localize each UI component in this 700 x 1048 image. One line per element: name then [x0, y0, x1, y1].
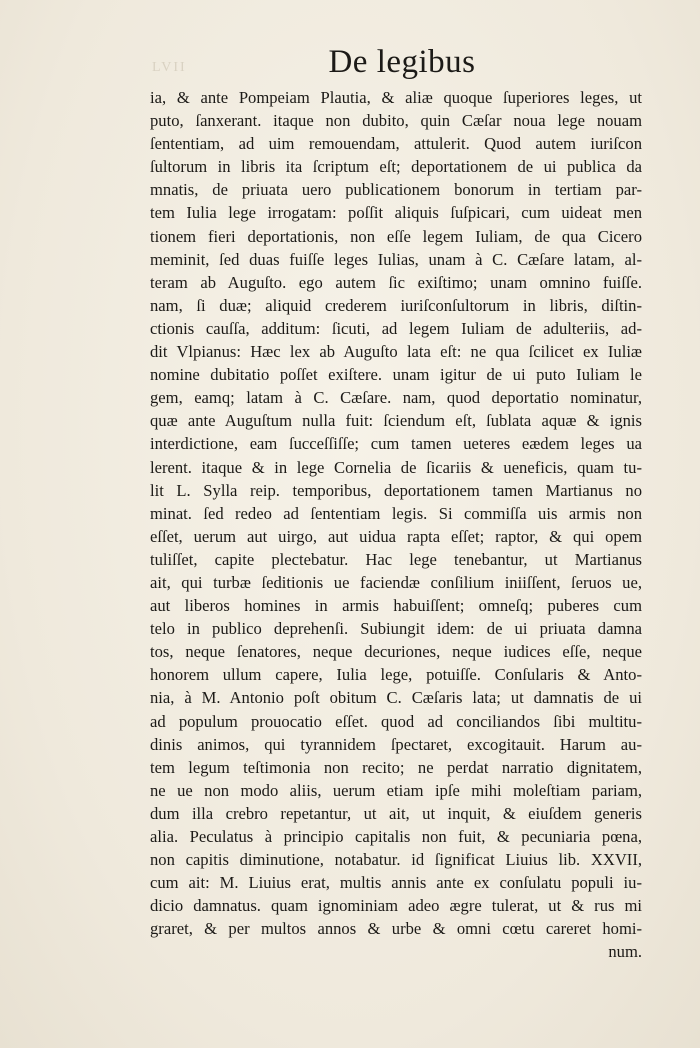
running-head-title: De legibus	[328, 44, 476, 80]
text-line: quæ ante Auguſtum nulla fuit: ſciendum eſt, ſublata aquæ & ignis	[150, 411, 642, 431]
text-line: interdictione, eam ſucceſſiſſe; cum tamen ueteres eædem leges ua	[150, 434, 642, 454]
text-line: aut liberos homines in armis habuiſſent; omneſq; puberes cum	[150, 596, 642, 616]
text-line: telo in publico deprehenſi. Subiungit idem: de ui priuata damna	[150, 619, 642, 639]
text-line: eſſet, uerum aut uirgo, aut uidua rapta eſſet; raptor, & qui opem	[150, 526, 642, 546]
text-line: alia. Peculatus à principio capitalis non fuit, & pecuniaria pœna,	[150, 827, 642, 846]
text-line: dinis animos, qui tyrannidem ſpectaret, excogitauit. Harum au-	[150, 734, 642, 754]
text-line: ſultorum in libris ita ſcriptum eſt; deportationem de ui publica da	[150, 157, 642, 177]
text-line: teram ab Auguſto. ego autem ſic exiſtimo; unam omnino fuiſſe.	[150, 272, 642, 292]
text-line: nomine dubitatio poſſet exiſtere. unam igitur de ui puto Iuliam le	[150, 365, 642, 385]
text-line: tuliſſet, capite plectebatur. Hac lege tenebantur, ut Martianus	[150, 549, 642, 569]
text-line: ad populum prouocatio eſſet. quod ad conciliandos ſibi multitu-	[150, 711, 642, 731]
text-line: tos, neque ſenatores, neque decuriones, neque iudices eſſe, neque	[150, 642, 642, 662]
text-line: honorem ullum capere, Iulia lege, potuiſſe. Conſularis & Anto-	[150, 665, 642, 685]
text-line: ſententiam, ad uim remouendam, attulerit. Quod autem iuriſcon	[150, 134, 642, 154]
text-line: dum illa crebro repetantur, ut ait, ut inquit, & eiuſdem generis	[150, 803, 642, 823]
text-line: tem Iulia lege irrogatam: poſſit aliquis ſuſpicari, cum uideat men	[150, 203, 642, 223]
text-line: graret, & per multos annos & urbe & omni cœtu careret homi-	[150, 919, 642, 939]
text-line: gem, eamq; latam à C. Cæſare. nam, quod deportatio nominatur,	[150, 388, 642, 408]
text-line: lerent. itaque & in lege Cornelia de ſicariis & ueneficis, quam tu-	[150, 457, 642, 477]
text-line: minat. ſed redeo ad ſententiam legis. Si commiſſa uis armis non	[150, 503, 642, 523]
text-line: nam, ſi duæ; aliquid crederem iuriſconſultorum in libris, diſtin-	[150, 295, 642, 315]
text-line: cum ait: M. Liuius erat, multis annis ante ex conſulatu populi iu-	[150, 873, 642, 893]
text-line: lit L. Sylla reip. temporibus, deportationem tamen Martianus no	[150, 480, 642, 500]
text-line: dicio damnatus. quam ignominiam adeo ægre tulerat, ut & rus mi	[150, 896, 642, 916]
text-line: ia, & ante Pompeiam Plautia, & aliæ quoque ſuperiores leges, ut	[150, 88, 642, 107]
text-line: tionem fieri deportationis, non eſſe legem Iuliam, de qua Cicero	[150, 226, 642, 246]
show-through-folio: LVII	[152, 60, 187, 75]
text-line: tem legum teſtimonia non recito; ne perdat narratio dignitatem,	[150, 757, 642, 777]
text-line: nia, à M. Antonio poſt obitum C. Cæſaris lata; ut damnatis de ui	[150, 688, 642, 708]
text-line: dit Vlpianus: Hæc lex ab Auguſto lata eſt: ne qua ſcilicet ex Iuliæ	[150, 342, 642, 362]
text-line: ctionis cauſſa, additum: ſicuti, ad legem Iuliam de adulteriis, ad-	[150, 318, 642, 338]
text-line: meminit, ſed duas fuiſſe leges Iulias, unam à C. Cæſare latam, al-	[150, 249, 642, 269]
text-line: puto, ſanxerant. itaque non dubito, quin Cæſar noua lege nouam	[150, 111, 642, 131]
text-line: mnatis, de priuata uero publicationem bonorum in tertiam par-	[150, 180, 642, 200]
text-line: ne ue non modo aliis, uerum etiam ipſe mihi moleſtiam pariam,	[150, 780, 642, 800]
text-line: non capitis diminutione, notabatur. id ſignificat Liuius lib. XXVII,	[150, 850, 642, 870]
text-column	[150, 86, 642, 964]
text-line: ait, qui turbæ ſeditionis ue faciendæ conſilium iniiſſent, ſeruos ue,	[150, 572, 642, 592]
text-line: num.	[608, 942, 642, 962]
